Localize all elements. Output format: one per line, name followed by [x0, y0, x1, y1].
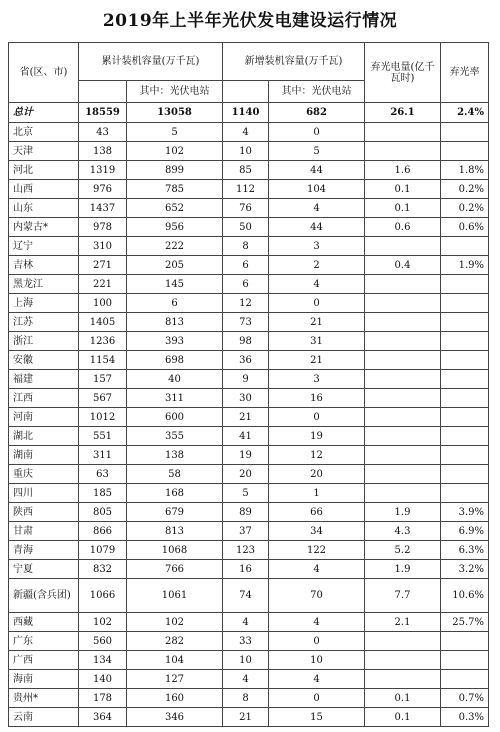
cell-rate: [441, 294, 489, 313]
cell-province-name: 宁夏: [9, 560, 79, 579]
table-row: [9, 689, 489, 708]
header-cumulative-sub: 其中：光伏电站: [127, 81, 223, 103]
cell-new-station: 70: [269, 579, 365, 613]
cell-new: 8: [223, 689, 269, 708]
cell-new-station: 21: [269, 351, 365, 370]
cell-new: 36: [223, 351, 269, 370]
cell-new-station: 34: [269, 522, 365, 541]
cell-cum-station: 1061: [127, 579, 223, 613]
cell-new: 5: [223, 484, 269, 503]
header-cumulative-blank: [79, 81, 127, 103]
cell-rate: 25.7%: [441, 613, 489, 632]
table-row: [9, 484, 489, 503]
cell-cum-station: 311: [127, 389, 223, 408]
cell-cum-station: 652: [127, 199, 223, 218]
cell-cum: 1319: [79, 161, 127, 180]
table-title: 2019年上半年光伏发电建设运行情况: [102, 11, 398, 31]
cell-curtail: [365, 142, 441, 161]
cell-province-name: 甘肃: [9, 522, 79, 541]
cell-curtail: 1.6: [365, 161, 441, 180]
table-row: [9, 389, 489, 408]
cell-cum: 134: [79, 651, 127, 670]
pv-construction-table: [8, 42, 489, 727]
cell-new-station: 66: [269, 503, 365, 522]
cell-new-station: 0: [269, 294, 365, 313]
cell-new-station: 19: [269, 427, 365, 446]
cell-province-name: 吉林: [9, 256, 79, 275]
cell-cum-station: 168: [127, 484, 223, 503]
cell-cum-station: 1068: [127, 541, 223, 560]
cell-curtail: 1.9: [365, 503, 441, 522]
cell-province-name: 山东: [9, 199, 79, 218]
cell-cum: 1236: [79, 332, 127, 351]
table-row: [9, 708, 489, 727]
cell-cum-station: 138: [127, 446, 223, 465]
cell-cum: 832: [79, 560, 127, 579]
cell-cum-station: 813: [127, 522, 223, 541]
table-row: [9, 275, 489, 294]
cell-new: 21: [223, 408, 269, 427]
cell-cum-station: 205: [127, 256, 223, 275]
cell-rate: [441, 408, 489, 427]
cell-cum: 551: [79, 427, 127, 446]
cell-new-station: 104: [269, 180, 365, 199]
cell-curtail: 0.1: [365, 180, 441, 199]
cell-province-name: 福建: [9, 370, 79, 389]
cell-province-name: 黑龙江: [9, 275, 79, 294]
cell-curtail: [365, 632, 441, 651]
table-row: [9, 560, 489, 579]
cell-new-station: 4: [269, 613, 365, 632]
cell-new: 21: [223, 708, 269, 727]
cell-province-name: 海南: [9, 670, 79, 689]
table-row: [9, 123, 489, 142]
cell-new: 76: [223, 199, 269, 218]
cell-curtail: [365, 275, 441, 294]
cell-new-station: 0: [269, 123, 365, 142]
cell-cum-station: 127: [127, 670, 223, 689]
table-row: [9, 218, 489, 237]
cell-cum-station: 282: [127, 632, 223, 651]
cell-curtail: [365, 237, 441, 256]
cell-new-station: 1: [269, 484, 365, 503]
cell-new: 10: [223, 651, 269, 670]
cell-cum: 866: [79, 522, 127, 541]
cell-rate: 0.3%: [441, 708, 489, 727]
cell-rate: [441, 651, 489, 670]
cell-cum: 311: [79, 446, 127, 465]
cell-new: 6: [223, 275, 269, 294]
cell-cum: 560: [79, 632, 127, 651]
cell-province-name: 贵州*: [9, 689, 79, 708]
cell-new: 20: [223, 465, 269, 484]
cell-curtail: [365, 427, 441, 446]
cell-rate: 3.9%: [441, 503, 489, 522]
cell-new: 50: [223, 218, 269, 237]
cell-cum-station: 104: [127, 651, 223, 670]
cell-new: 33: [223, 632, 269, 651]
cell-cum-station: 6: [127, 294, 223, 313]
cell-province-name: 重庆: [9, 465, 79, 484]
cell-cum-station: 102: [127, 613, 223, 632]
cell-new: 112: [223, 180, 269, 199]
cell-curtail: [365, 446, 441, 465]
header-curtail-power: 弃光电量(亿千瓦时): [365, 43, 441, 103]
table-row: [9, 579, 489, 613]
cell-province-name: 浙江: [9, 332, 79, 351]
cell-new-station: 21: [269, 313, 365, 332]
table-row: [9, 370, 489, 389]
cell-province-name: 广西: [9, 651, 79, 670]
cell-cum: 1079: [79, 541, 127, 560]
cell-curtail: 5.2: [365, 541, 441, 560]
cell-cum-station: 785: [127, 180, 223, 199]
cell-cum-station: 956: [127, 218, 223, 237]
cell-cum: 157: [79, 370, 127, 389]
table-row: [9, 465, 489, 484]
cell-province-name: 云南: [9, 708, 79, 727]
cell-cum: 63: [79, 465, 127, 484]
table-row: [9, 199, 489, 218]
header-new: 新增装机容量(万千瓦): [223, 43, 365, 81]
cell-cum: 364: [79, 708, 127, 727]
cell-new: 73: [223, 313, 269, 332]
cell-curtail: 0.4: [365, 256, 441, 275]
cell-rate: 6.9%: [441, 522, 489, 541]
cell-curtail: [365, 484, 441, 503]
cell-curtail: 7.7: [365, 579, 441, 613]
cell-new-station: 12: [269, 446, 365, 465]
cell-new-station: 4: [269, 670, 365, 689]
table-row: [9, 427, 489, 446]
table-row: [9, 522, 489, 541]
cell-province-name: 四川: [9, 484, 79, 503]
cell-cum: 1154: [79, 351, 127, 370]
table-row: [9, 256, 489, 275]
cell-curtail: [365, 651, 441, 670]
header-new-blank: [223, 81, 269, 103]
cell-cum-station: 600: [127, 408, 223, 427]
table-row: [9, 161, 489, 180]
cell-rate: [441, 427, 489, 446]
table-row-total: [9, 103, 489, 123]
cell-new: 37: [223, 522, 269, 541]
cell-province-name: 天津: [9, 142, 79, 161]
cell-cum: 567: [79, 389, 127, 408]
cell-new-station: 4: [269, 560, 365, 579]
cell-new: 9: [223, 370, 269, 389]
cell-rate: 0.2%: [441, 199, 489, 218]
cell-province-name: 江苏: [9, 313, 79, 332]
table-row: [9, 670, 489, 689]
total-rate: 2.4%: [441, 103, 489, 123]
table-body: [9, 103, 489, 727]
cell-new: 74: [223, 579, 269, 613]
cell-rate: [441, 351, 489, 370]
cell-curtail: 0.1: [365, 689, 441, 708]
cell-new-station: 20: [269, 465, 365, 484]
cell-rate: 0.7%: [441, 689, 489, 708]
table-row: [9, 651, 489, 670]
cell-rate: [441, 484, 489, 503]
cell-province-name: 西藏: [9, 613, 79, 632]
cell-new: 4: [223, 123, 269, 142]
total-cum-station: 13058: [127, 103, 223, 123]
cell-new-station: 0: [269, 632, 365, 651]
cell-province-name: 河南: [9, 408, 79, 427]
cell-province-name: 青海: [9, 541, 79, 560]
cell-curtail: 2.1: [365, 613, 441, 632]
table-row: [9, 351, 489, 370]
cell-cum-station: 145: [127, 275, 223, 294]
cell-cum: 100: [79, 294, 127, 313]
cell-cum-station: 698: [127, 351, 223, 370]
cell-curtail: [365, 351, 441, 370]
cell-cum-station: 102: [127, 142, 223, 161]
header-province: 省(区、市): [9, 43, 79, 103]
table-row: [9, 180, 489, 199]
cell-cum-station: 40: [127, 370, 223, 389]
cell-rate: [441, 142, 489, 161]
cell-rate: 3.2%: [441, 560, 489, 579]
cell-rate: [441, 389, 489, 408]
cell-rate: 1.8%: [441, 161, 489, 180]
cell-province-name: 辽宁: [9, 237, 79, 256]
cell-province-name: 北京: [9, 123, 79, 142]
cell-new: 6: [223, 256, 269, 275]
table-row: [9, 294, 489, 313]
cell-new: 8: [223, 237, 269, 256]
cell-curtail: [365, 370, 441, 389]
cell-cum: 1405: [79, 313, 127, 332]
cell-new-station: 2: [269, 256, 365, 275]
cell-curtail: [365, 408, 441, 427]
cell-cum-station: 766: [127, 560, 223, 579]
cell-province-name: 安徽: [9, 351, 79, 370]
cell-cum: 102: [79, 613, 127, 632]
cell-province-name: 江西: [9, 389, 79, 408]
cell-cum-station: 160: [127, 689, 223, 708]
cell-new-station: 4: [269, 199, 365, 218]
cell-rate: [441, 332, 489, 351]
cell-cum-station: 355: [127, 427, 223, 446]
cell-province-name: 山西: [9, 180, 79, 199]
cell-cum-station: 346: [127, 708, 223, 727]
cell-cum: 140: [79, 670, 127, 689]
cell-curtail: 4.3: [365, 522, 441, 541]
table-row: [9, 237, 489, 256]
cell-cum-station: 813: [127, 313, 223, 332]
cell-province-name: 湖南: [9, 446, 79, 465]
cell-new: 98: [223, 332, 269, 351]
cell-rate: 6.3%: [441, 541, 489, 560]
cell-curtail: 0.1: [365, 708, 441, 727]
cell-cum: 805: [79, 503, 127, 522]
cell-rate: [441, 313, 489, 332]
cell-cum: 978: [79, 218, 127, 237]
cell-rate: [441, 670, 489, 689]
cell-cum: 43: [79, 123, 127, 142]
cell-cum: 976: [79, 180, 127, 199]
cell-province-name: 广东: [9, 632, 79, 651]
total-label: 总计: [9, 103, 79, 123]
total-cum: 18559: [79, 103, 127, 123]
cell-province-name: 陕西: [9, 503, 79, 522]
table-row: [9, 541, 489, 560]
cell-new: 85: [223, 161, 269, 180]
table-row: [9, 632, 489, 651]
total-curtail: 26.1: [365, 103, 441, 123]
cell-new-station: 4: [269, 275, 365, 294]
cell-curtail: [365, 332, 441, 351]
cell-curtail: [365, 294, 441, 313]
cell-cum: 178: [79, 689, 127, 708]
cell-cum: 221: [79, 275, 127, 294]
cell-cum: 1066: [79, 579, 127, 613]
cell-new-station: 3: [269, 237, 365, 256]
cell-province-name: 上海: [9, 294, 79, 313]
cell-new-station: 31: [269, 332, 365, 351]
cell-new-station: 44: [269, 218, 365, 237]
table-row: [9, 408, 489, 427]
cell-rate: 0.6%: [441, 218, 489, 237]
cell-curtail: 1.9: [365, 560, 441, 579]
cell-cum: 1012: [79, 408, 127, 427]
cell-rate: [441, 446, 489, 465]
table-row: [9, 446, 489, 465]
cell-new: 4: [223, 670, 269, 689]
cell-province-name: 河北: [9, 161, 79, 180]
cell-new: 30: [223, 389, 269, 408]
cell-curtail: [365, 123, 441, 142]
cell-new-station: 16: [269, 389, 365, 408]
cell-new: 41: [223, 427, 269, 446]
cell-curtail: 0.1: [365, 199, 441, 218]
table-row: [9, 613, 489, 632]
cell-curtail: [365, 465, 441, 484]
table-row: [9, 142, 489, 161]
cell-cum: 138: [79, 142, 127, 161]
cell-cum: 185: [79, 484, 127, 503]
total-new: 1140: [223, 103, 269, 123]
cell-curtail: [365, 389, 441, 408]
cell-curtail: [365, 670, 441, 689]
cell-cum-station: 222: [127, 237, 223, 256]
cell-rate: [441, 370, 489, 389]
cell-cum-station: 393: [127, 332, 223, 351]
cell-cum: 310: [79, 237, 127, 256]
cell-new-station: 5: [269, 142, 365, 161]
cell-province-name: 内蒙古*: [9, 218, 79, 237]
cell-new-station: 0: [269, 689, 365, 708]
cell-cum-station: 5: [127, 123, 223, 142]
header-curtail-rate: 弃光率: [441, 43, 489, 103]
cell-rate: [441, 465, 489, 484]
table-row: [9, 332, 489, 351]
cell-rate: [441, 632, 489, 651]
cell-rate: 1.9%: [441, 256, 489, 275]
header-cumulative: 累计装机容量(万千瓦): [79, 43, 223, 81]
cell-new: 19: [223, 446, 269, 465]
cell-new-station: 3: [269, 370, 365, 389]
cell-cum-station: 58: [127, 465, 223, 484]
cell-curtail: 0.6: [365, 218, 441, 237]
cell-new-station: 15: [269, 708, 365, 727]
header-new-sub: 其中：光伏电站: [269, 81, 365, 103]
table-row: [9, 503, 489, 522]
cell-new: 16: [223, 560, 269, 579]
cell-new: 10: [223, 142, 269, 161]
cell-new-station: 122: [269, 541, 365, 560]
cell-new-station: 10: [269, 651, 365, 670]
cell-cum: 1437: [79, 199, 127, 218]
cell-new-station: 44: [269, 161, 365, 180]
cell-rate: [441, 123, 489, 142]
cell-new: 4: [223, 613, 269, 632]
table-row: [9, 313, 489, 332]
cell-province-name: 新疆(含兵团): [9, 579, 79, 613]
cell-cum: 271: [79, 256, 127, 275]
cell-curtail: [365, 313, 441, 332]
cell-rate: 0.2%: [441, 180, 489, 199]
cell-province-name: 湖北: [9, 427, 79, 446]
cell-rate: 10.6%: [441, 579, 489, 613]
cell-new: 12: [223, 294, 269, 313]
total-new-station: 682: [269, 103, 365, 123]
cell-cum-station: 899: [127, 161, 223, 180]
cell-new-station: 0: [269, 408, 365, 427]
cell-new: 89: [223, 503, 269, 522]
cell-rate: [441, 275, 489, 294]
cell-rate: [441, 237, 489, 256]
cell-new: 123: [223, 541, 269, 560]
cell-cum-station: 679: [127, 503, 223, 522]
